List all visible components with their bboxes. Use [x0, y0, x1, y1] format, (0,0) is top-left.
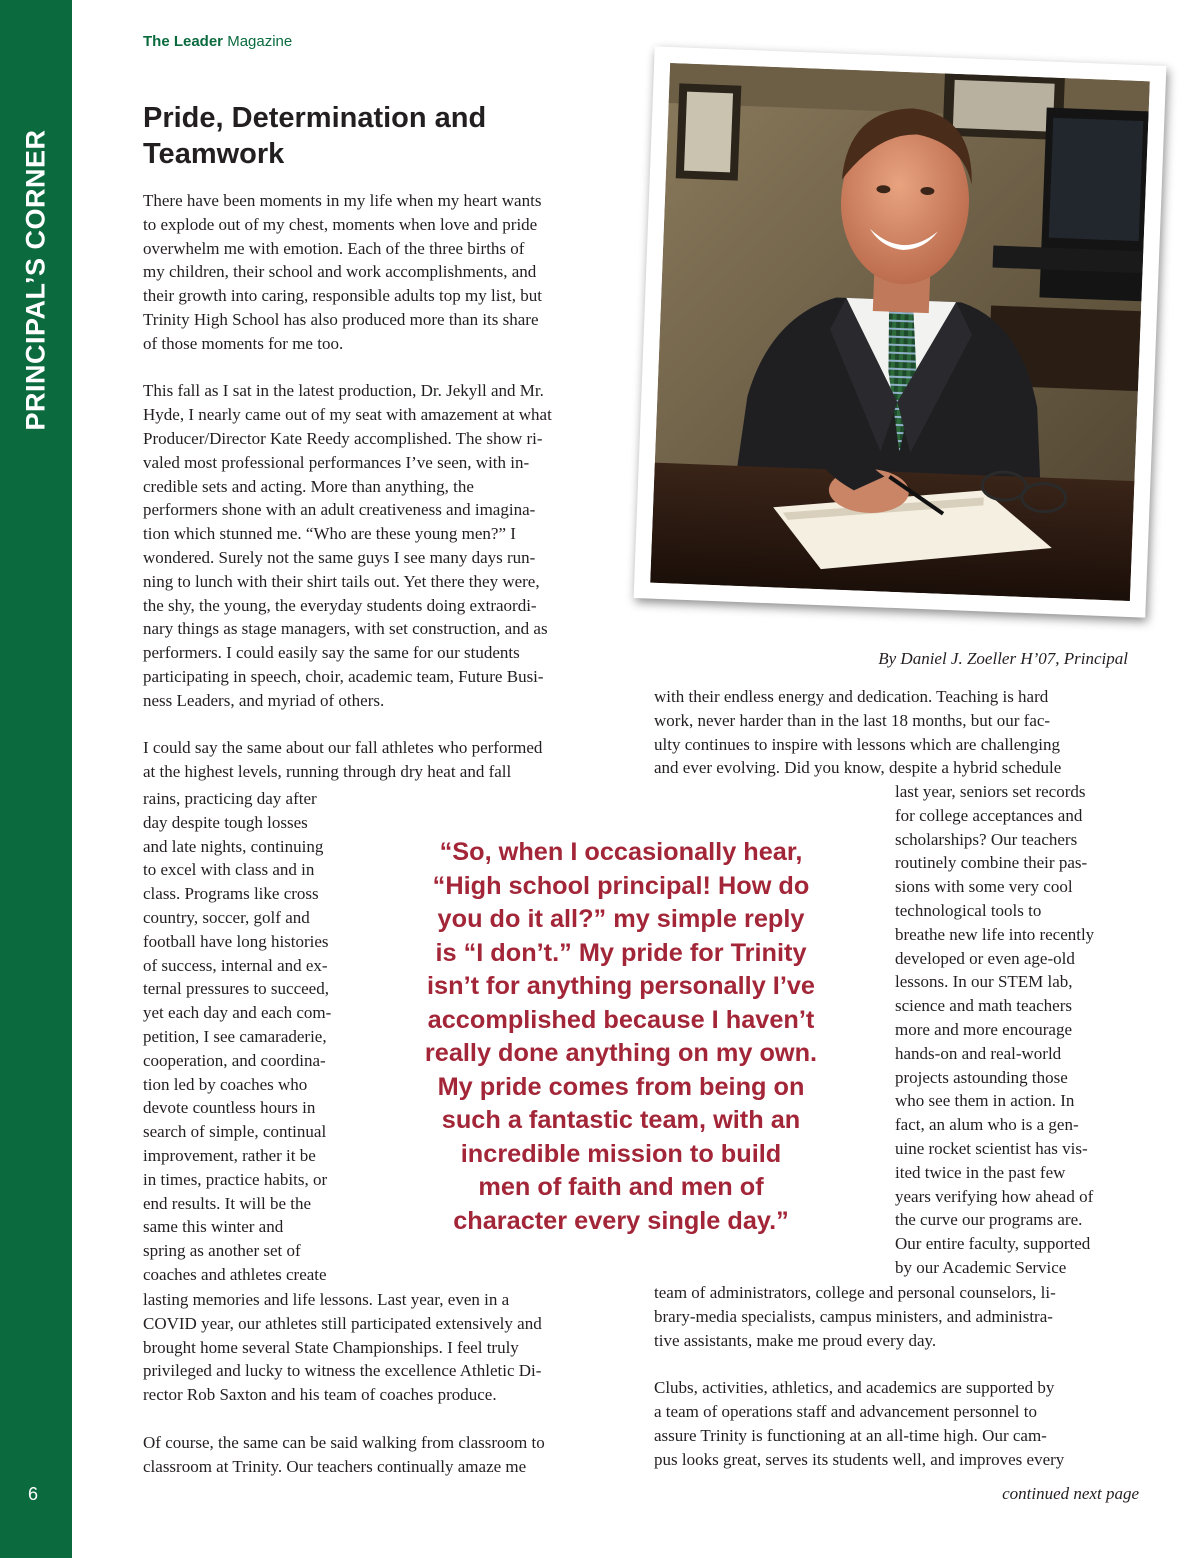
text-line: privileged and lucky to witness the excellence Athletic Di- [143, 1361, 542, 1381]
text-line: years verifying how ahead of [895, 1186, 1094, 1206]
text-line: country, soccer, golf and [143, 907, 310, 927]
text-line: classroom at Trinity. Our teachers continually amaze me [143, 1456, 527, 1476]
section-label: PRINCIPAL’S CORNER [20, 129, 51, 431]
text-line: “So, when I occasionally hear, [439, 838, 803, 866]
title-line-2: Teamwork [143, 138, 285, 170]
text-line: you do it all?” my simple reply [437, 905, 805, 933]
text-line: performers. I could easily say the same for our students [143, 643, 520, 663]
text-line: tion led by coaches who [143, 1074, 308, 1094]
text-line: scholarships? Our teachers [895, 829, 1078, 849]
text-line: developed or even age-old [895, 948, 1075, 968]
text-line: petition, I see camaraderie, [143, 1026, 327, 1046]
text-line: their growth into caring, responsible adults top my list, but [143, 286, 542, 306]
masthead-suffix: Magazine [223, 33, 293, 50]
text-line: by our Academic Service [895, 1257, 1067, 1277]
sidebar-band [0, 0, 72, 1558]
text-line: character every single day.” [453, 1206, 789, 1235]
right-column-narrow [895, 780, 1140, 1280]
text-line: hands-on and real-world [895, 1043, 1062, 1063]
text-line: ternal pressures to succeed, [143, 979, 329, 999]
text-line: Trinity High School has also produced more than its share [143, 309, 539, 329]
text-line: day despite tough losses [143, 812, 308, 832]
principal-photo [634, 46, 1167, 617]
text-line [143, 713, 623, 737]
text-line: lessons. In our STEM lab, [895, 972, 1073, 992]
text-line: pus looks great, serves its students well, and improves every [654, 1449, 1065, 1469]
principal-portrait-image [650, 63, 1150, 601]
text-line: ness Leaders, and myriad of others. [143, 690, 385, 710]
right-column-top [654, 685, 1134, 780]
text-line [143, 356, 623, 380]
text-line: of those moments for me too. [143, 333, 344, 353]
text-line: accomplished because I haven’t [427, 1005, 815, 1034]
text-line [654, 1352, 1134, 1376]
text-line: participating in speech, choir, academic team, Future Busi- [143, 666, 544, 686]
text-line: ulty continues to inspire with lessons which are challenging [654, 734, 1061, 754]
text-line: and late nights, continuing [143, 836, 324, 856]
text-line [143, 1407, 623, 1431]
text-line: wondered. Surely not the same guys I see many days run- [143, 547, 536, 567]
text-line: COVID year, our athletes still participated extensively and [143, 1313, 542, 1333]
text-line: ning to lunch with their shirt tails out. Yet there they were, [143, 571, 540, 591]
text-line: in times, practice habits, or [143, 1169, 328, 1189]
text-line: brary-media specialists, campus ministers, and administra- [654, 1306, 1053, 1326]
text-line: devote countless hours in [143, 1098, 316, 1118]
text-line: the curve our programs are. [895, 1210, 1083, 1230]
text-line: the shy, the young, the everyday students doing extraordi- [143, 595, 537, 615]
text-line: tive assistants, make me proud every day. [654, 1330, 937, 1350]
text-line: is “I don’t.” My pride for Trinity [435, 938, 807, 967]
text-line: overwhelm me with emotion. Each of the three births of [143, 238, 525, 258]
text-line: search of simple, continual [143, 1122, 327, 1142]
text-line: team of administrators, college and personal counselors, li- [654, 1283, 1056, 1302]
text-line: really done anything on my own. [424, 1039, 818, 1067]
text-line: “High school principal! How do [432, 871, 810, 900]
text-line: projects astounding those [895, 1067, 1068, 1087]
text-line: There have been moments in my life when my heart wants [143, 191, 542, 210]
text-line: men of faith and men of [478, 1173, 764, 1201]
left-column-narrow [143, 787, 368, 1287]
text-line: work, never harder than in the last 18 months, but our fac- [654, 710, 1051, 730]
text-line: with their endless energy and dedication. Teaching is hard [654, 687, 1049, 706]
text-line: rector Rob Saxton and his team of coaches produce. [143, 1385, 497, 1405]
right-column-bottom [654, 1281, 1134, 1471]
text-line: at the highest levels, running through dry heat and fall [143, 762, 512, 782]
text-line: nary things as stage managers, with set construction, and as [143, 619, 548, 639]
masthead [143, 33, 292, 50]
text-line: Our entire faculty, supported [895, 1234, 1091, 1254]
text-line: assure Trinity is functioning at an all-time high. Our cam- [654, 1425, 1047, 1445]
text-line: tion which stunned me. “Who are these young men?” I [143, 524, 516, 544]
text-line: end results. It will be the [143, 1193, 312, 1213]
text-line: cooperation, and coordina- [143, 1050, 326, 1070]
text-line: performers shone with an adult creativeness and imagina- [143, 500, 536, 520]
text-line: a team of operations staff and advancement personnel to [654, 1401, 1037, 1421]
text-line: football have long histories [143, 931, 329, 951]
text-line: valed most professional performances I’ve seen, with in- [143, 452, 530, 472]
text-line: improvement, rather it be [143, 1145, 316, 1165]
masthead-brand: The Leader [143, 33, 224, 50]
text-line: for college acceptances and [895, 805, 1083, 825]
title-line-1: Pride, Determination and [143, 102, 487, 134]
article-title [143, 100, 583, 172]
text-line: such a fantastic team, with an [441, 1106, 801, 1134]
pull-quote [383, 836, 859, 1238]
text-line: breathe new life into recently [895, 924, 1095, 944]
text-line: uine rocket scientist has vis- [895, 1138, 1088, 1158]
text-line: Of course, the same can be said walking from classroom to [143, 1432, 545, 1452]
byline: By Daniel J. Zoeller H’07, Principal [878, 649, 1128, 668]
left-column-top [143, 189, 623, 784]
page-number: 6 [28, 1484, 39, 1504]
text-line: sions with some very cool [895, 877, 1073, 897]
left-column-bottom [143, 1288, 623, 1478]
text-line: to excel with class and in [143, 860, 315, 880]
text-line: more and more encourage [895, 1019, 1072, 1039]
text-line: to explode out of my chest, moments when love and pride [143, 214, 538, 234]
text-line: last year, seniors set records [895, 782, 1086, 801]
text-line: who see them in action. In [895, 1091, 1075, 1111]
text-line: Producer/Director Kate Reedy accomplished. The show ri- [143, 428, 543, 448]
text-line: class. Programs like cross [143, 884, 319, 904]
text-line: and ever evolving. Did you know, despite a hybrid schedule [654, 758, 1062, 778]
text-line: rains, practicing day after [143, 789, 317, 808]
text-line: brought home several State Championships. I feel truly [143, 1337, 519, 1357]
text-line: incredible mission to build [460, 1139, 782, 1168]
text-line: spring as another set of [143, 1241, 301, 1261]
text-line: isn’t for anything personally I’ve [427, 972, 815, 1000]
text-line: same this winter and [143, 1217, 284, 1237]
text-line: Clubs, activities, athletics, and academics are supported by [654, 1378, 1055, 1398]
text-line: ited twice in the past few [895, 1162, 1066, 1182]
text-line: of success, internal and ex- [143, 955, 328, 975]
text-line: technological tools to [895, 900, 1042, 920]
text-line: Hyde, I nearly came out of my seat with amazement at what [143, 405, 552, 425]
text-line: science and math teachers [895, 996, 1072, 1016]
text-line: credible sets and acting. More than anything, the [143, 476, 474, 496]
text-line: yet each day and each com- [143, 1003, 332, 1023]
text-line: This fall as I sat in the latest production, Dr. Jekyll and Mr. [143, 381, 544, 401]
text-line: I could say the same about our fall athletes who performed [143, 738, 543, 758]
text-line: My pride comes from being on [437, 1072, 805, 1101]
continued-next-page: continued next page [1002, 1484, 1139, 1503]
text-line: my children, their school and work accomplishments, and [143, 262, 537, 282]
text-line: routinely combine their pas- [895, 853, 1088, 873]
text-line: lasting memories and life lessons. Last year, even in a [143, 1290, 510, 1309]
text-line: fact, an alum who is a gen- [895, 1115, 1079, 1135]
text-line: coaches and athletes create [143, 1264, 327, 1284]
